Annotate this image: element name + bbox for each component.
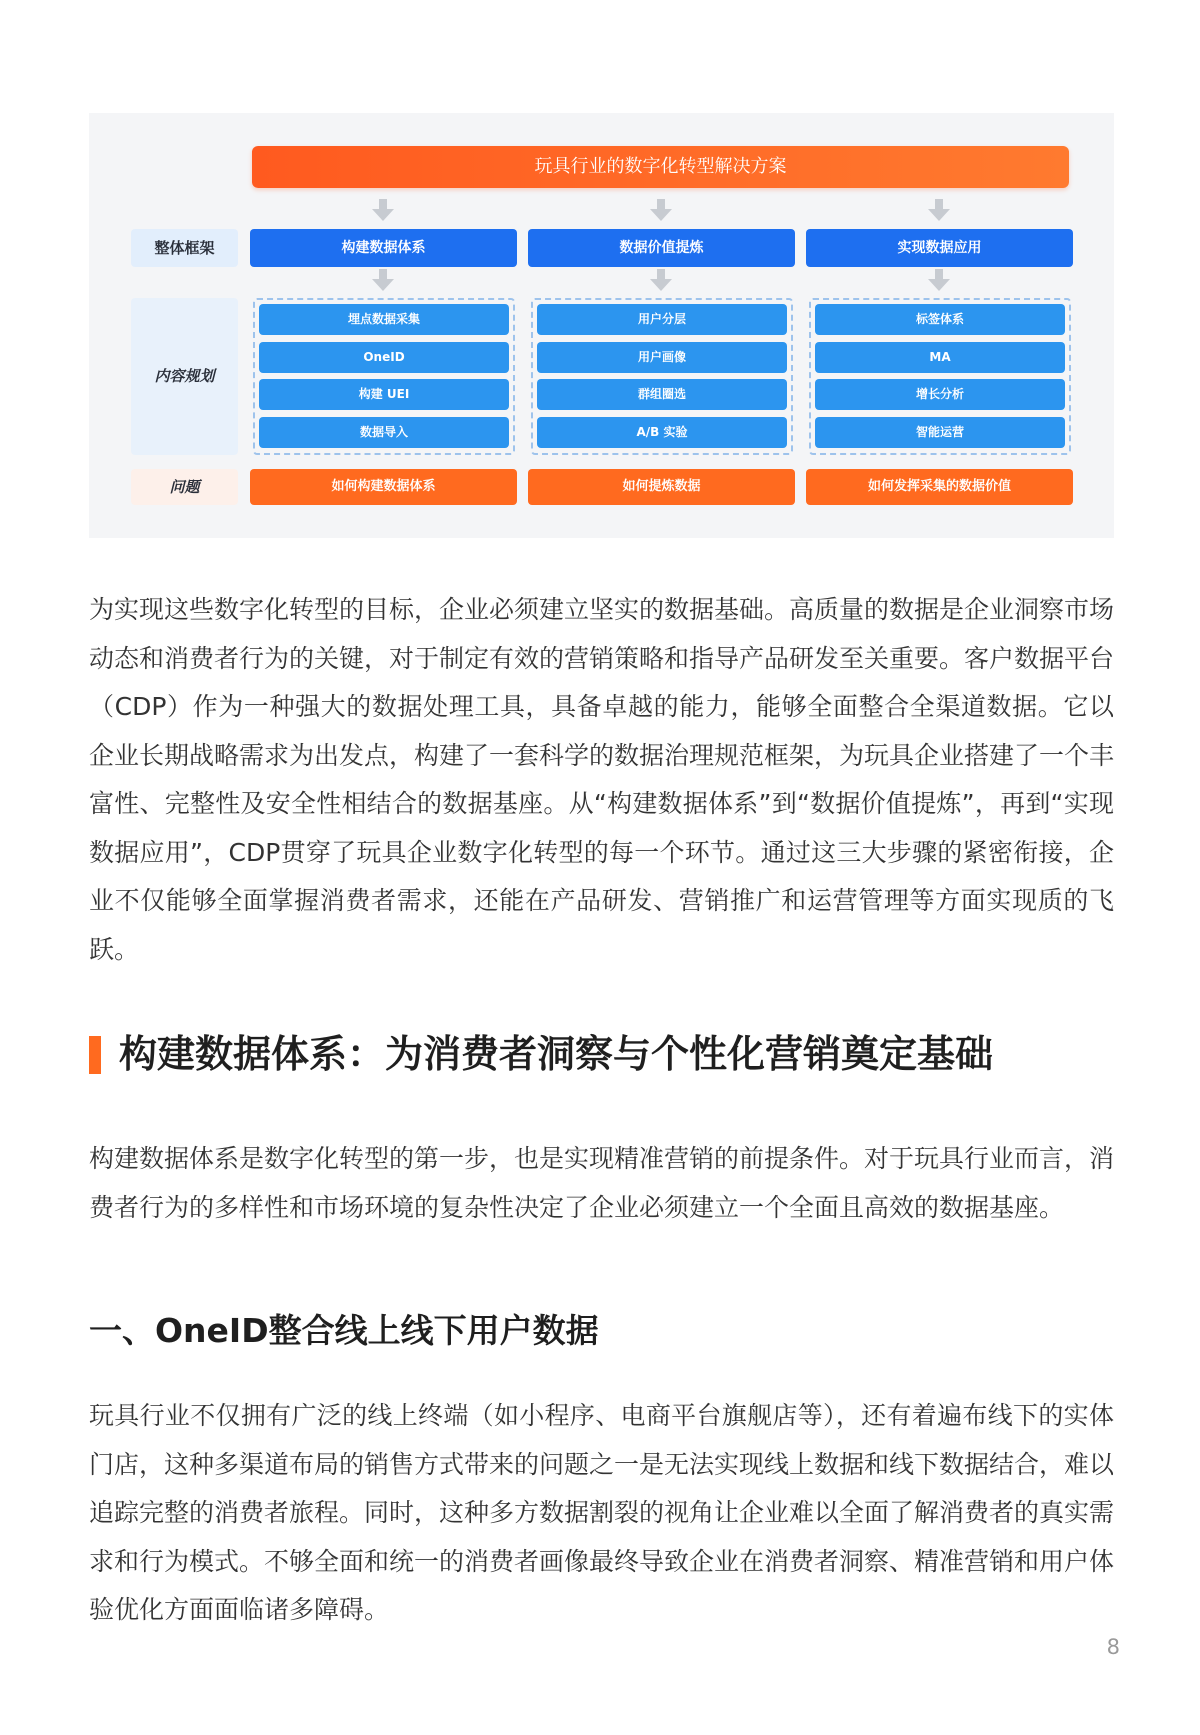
row-label-content: 内容规划 — [131, 298, 238, 455]
content-item: 数据导入 — [259, 417, 509, 448]
content-column-1 — [253, 298, 515, 455]
paragraph-intro: 为实现这些数字化转型的目标，企业必须建立坚实的数据基础。高质量的数据是企业洞察市场动态和消费者行为的关键，对于制定有效的营销策略和指导产品研发至关重要。客户数据平台（CDP）作为一种强大的数据处理工具，具备卓越的能力，能够全面整合全渠道数据。它以企业长期战略需求为出发点，构建了一套科学的数据治理规范框架，为玩具企业搭建了一个丰富性、完整性及安全性相结合的数据基座。从“构建数据体系”到“数据价值提炼”，再到“实现数据应用”，CDP贯穿了玩具企业数字化转型的每一个环节。通过这三大步骤的紧密衔接，企业不仅能够全面掌握消费者需求，还能在产品研发、营销推广和运营管理等方面实现质的飞跃。 — [89, 595, 1115, 964]
heading-accent-bar — [89, 1036, 101, 1074]
issue-box-refine-data: 如何提炼数据 — [528, 469, 795, 505]
content-column-2 — [531, 298, 793, 455]
down-arrow-icon — [372, 279, 394, 291]
content-item: 用户画像 — [537, 342, 787, 373]
content-item: A/B 实验 — [537, 417, 787, 448]
paragraph-data-system: 构建数据体系是数字化转型的第一步，也是实现精准营销的前提条件。对于玩具行业而言，消费者行为的多样性和市场环境的复杂性决定了企业必须建立一个全面且高效的数据基座。 — [89, 1144, 1115, 1222]
down-arrow-icon — [928, 209, 950, 221]
section-heading — [89, 1028, 993, 1080]
content-item: 增长分析 — [815, 379, 1065, 410]
solution-diagram — [89, 113, 1114, 538]
content-item: 构建 UEI — [259, 379, 509, 410]
down-arrow-icon — [650, 279, 672, 291]
paragraph-oneid: 玩具行业不仅拥有广泛的线上终端（如小程序、电商平台旗舰店等），还有着遍布线下的实体门店，这种多渠道布局的销售方式带来的问题之一是无法实现线上数据和线下数据结合，难以追踪完整的消费者旅程。同时，这种多方数据割裂的视角让企业难以全面了解消费者的真实需求和行为模式。不够全面和统一的消费者画像最终导致企业在消费者洞察、精准营销和用户体验优化方面面临诸多障碍。 — [89, 1401, 1115, 1624]
down-arrow-icon — [928, 279, 950, 291]
framework-box-data-application: 实现数据应用 — [806, 229, 1073, 267]
content-item: OneID — [259, 342, 509, 373]
down-arrow-icon — [372, 209, 394, 221]
content-item: 群组圈选 — [537, 379, 787, 410]
diagram-title: 玩具行业的数字化转型解决方案 — [252, 146, 1069, 188]
issue-box-data-value: 如何发挥采集的数据价值 — [806, 469, 1073, 505]
row-label-framework: 整体框架 — [131, 229, 238, 267]
section-heading-text: 构建数据体系：为消费者洞察与个性化营销奠定基础 — [119, 1032, 994, 1076]
down-arrow-icon — [650, 209, 672, 221]
content-item: MA — [815, 342, 1065, 373]
page-number: 8 — [1106, 1635, 1120, 1659]
row-label-issues: 问题 — [131, 469, 238, 505]
content-item: 标签体系 — [815, 304, 1065, 335]
content-item: 用户分层 — [537, 304, 787, 335]
framework-box-build-data: 构建数据体系 — [250, 229, 517, 267]
content-column-3 — [809, 298, 1071, 455]
sub-heading: 一、OneID整合线上线下用户数据 — [89, 1311, 599, 1350]
issue-box-build-data: 如何构建数据体系 — [250, 469, 517, 505]
framework-box-data-value: 数据价值提炼 — [528, 229, 795, 267]
content-item: 智能运营 — [815, 417, 1065, 448]
content-item: 埋点数据采集 — [259, 304, 509, 335]
